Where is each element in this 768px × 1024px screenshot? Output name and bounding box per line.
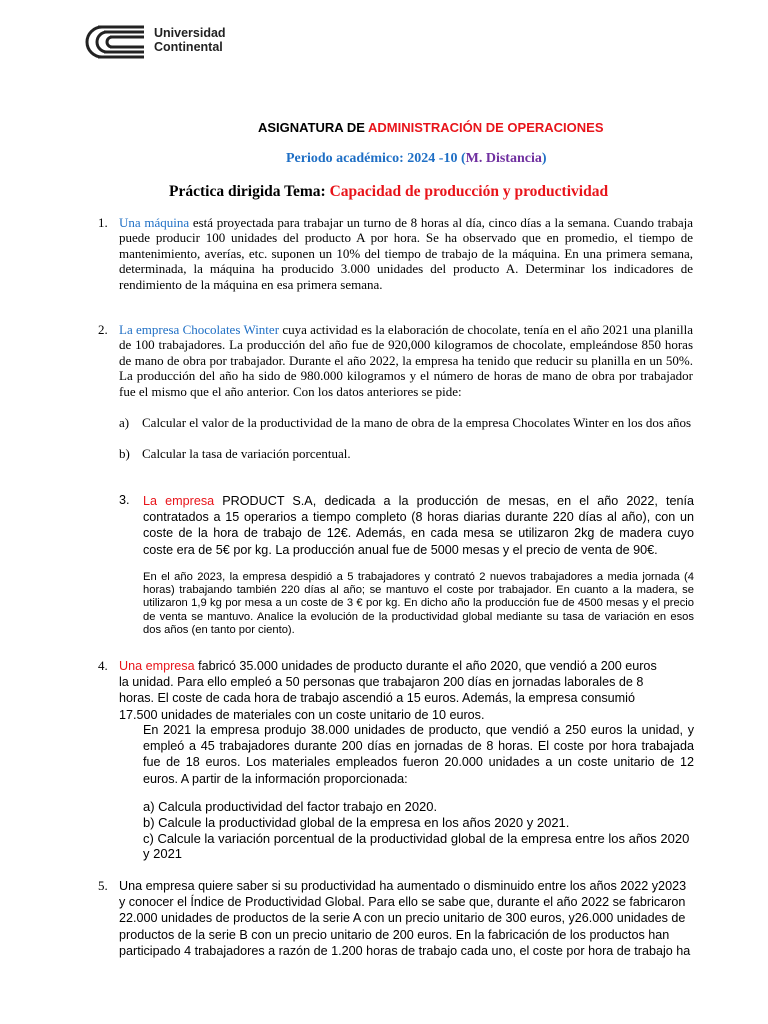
period-mode: M. Distancia (465, 151, 542, 166)
course-label: ASIGNATURA DE (258, 120, 369, 135)
problem-3-number: 3. (119, 493, 130, 507)
problem-1-lead: Una máquina (119, 215, 190, 230)
logo-line1: Universidad (154, 26, 226, 40)
course-heading (258, 120, 604, 135)
university-logo (80, 24, 255, 60)
problem-5-number: 5. (98, 878, 108, 893)
problem-4-text: fabricó 35.000 unidades de producto durante el año 2020, que vendió a 200 euros la unidad. Para ello empleó a 50 personas que trabajaron 200 días en jornadas laborales de 8 horas. El coste de cada hora de trabajo ascendió a 15 euros. Además, la empresa consumió 17.500 unidades de materiales con un coste unitario de 10 euros. (119, 659, 657, 722)
problem-4-number: 4. (98, 658, 108, 673)
problem-4-a: a) Calcula productividad del factor trabajo en 2020. (143, 799, 438, 814)
problem-2-b: Calcular la tasa de variación porcentual. (142, 446, 351, 461)
problem-1-text: está proyectada para trabajar un turno de 8 horas al día, cinco días a la semana. Cuando trabaja puede producir 100 unidades del producto A por hora. Se ha observado que en promedio, el tiempo de mantenimiento, averías, etc. suponen un 10% del tiempo de trabajo de la máquina. En una primera semana, determinada, la máquina ha producido 3.000 unidades del producto A. Determinar los indicadores de rendimiento de la máquina en esa primera semana. (119, 215, 693, 292)
practice-label: Práctica dirigida Tema: (169, 183, 330, 200)
problem-2-b-label: b) (119, 446, 130, 461)
problem-3-text: PRODUCT S.A, dedicada a la producción de mesas, en el año 2022, tenía contratados a 15 operarios a tiempo completo (8 horas diarias durante 220 días al año), con un coste de la hora de trabajo de 12€. Además, en cada mesa se utilizaron 2kg de madera cuyo coste era de 5€ por kg. La producción anual fue de 5000 mesas y el precio de venta de 90€. (143, 494, 694, 557)
problem-2-a-label: a) (119, 415, 130, 430)
period-close: ) (541, 151, 547, 166)
problem-4-lead: Una empresa (119, 659, 195, 673)
problem-3 (143, 493, 694, 558)
academic-period (286, 151, 547, 167)
problem-2 (119, 322, 693, 399)
problem-1 (119, 215, 693, 292)
logo-text (154, 26, 226, 54)
logo-line2: Continental (154, 40, 223, 54)
problem-5: Una empresa quiere saber si su productividad ha aumentado o disminuido entre los años 2022 y2023 y conocer el Índice de Productividad Global. Para ello se sabe que, durante el año 2022 se fabricaron 22.000 unidades de productos de la serie A con un precio unitario de 300 euros, y26.000 unidades de productos de la serie B con un precio unitario de 200 euros. En la fabricación de los productos han participado 4 trabajadores a razón de 1.200 horas de trabajo cada uno, el coste por hora de trabajo ha (119, 879, 691, 958)
problem-3-continued: En el año 2023, la empresa despidió a 5 trabajadores y contrató 2 nuevos trabajadores a media jornada (4 horas) trabajando también 220 días al año; se mantuvo el coste por trabajador. En cuanto a la madera, se utilizaron 1,9 kg por mesa a un coste de 3 € por kg. En dicho año la producción fue de 4500 mesas y el precio de venta se mantuvo. Analice la evolución de la productividad global mediante su tasa de variación en esos dos años (en tanto por ciento). (143, 571, 694, 636)
practice-topic: Capacidad de producción y productividad (329, 183, 609, 200)
problem-2-a: Calcular el valor de la productividad de la mano de obra de la empresa Chocolates Winter en los dos años (142, 415, 692, 430)
period-label: Periodo académico: 2024 -10 ( (286, 151, 466, 166)
problem-2-number: 2. (98, 322, 108, 337)
problem-1-number: 1. (98, 215, 108, 230)
practice-title (169, 183, 608, 201)
problem-3-lead: La empresa (143, 494, 215, 508)
problem-2-lead: La empresa Chocolates Winter (119, 322, 280, 337)
problem-4-b: b) Calcule la productividad global de la empresa en los años 2020 y 2021. (143, 815, 570, 830)
course-name: ADMINISTRACIÓN DE OPERACIONES (368, 120, 604, 135)
continental-logo-icon (80, 24, 146, 60)
problem-4 (119, 658, 667, 723)
problem-4-continued: En 2021 la empresa produjo 38.000 unidades de producto, que vendió a 250 euros la unidad, y empleó a 45 trabajadores durante 200 días en jornadas de 8 horas. El coste por hora trabajada fue de 18 euros. Los materiales empleados fueron 20.000 unidades a un coste unitario de 12 euros. A partir de la información proporcionada: (143, 723, 694, 786)
problem-4-c: c) Calcule la variación porcentual de la productividad global de la empresa entre los años 2020 y 2021 (143, 831, 690, 862)
problem-2-text: cuya actividad es la elaboración de chocolate, tenía en el año 2021 una planilla de 100 trabajadores. La producción del año fue de 920,000 kilogramos de chocolate, empleándose 850 horas de mano de obra por trabajador. Durante el año 2022, la empresa ha tenido que reducir su planilla en un 50%. La producción del año ha sido de 980.000 kilogramos y el número de horas de mano de obra por trabajador fue el mismo que el año anterior. Con los datos anteriores se pide: (119, 322, 694, 399)
